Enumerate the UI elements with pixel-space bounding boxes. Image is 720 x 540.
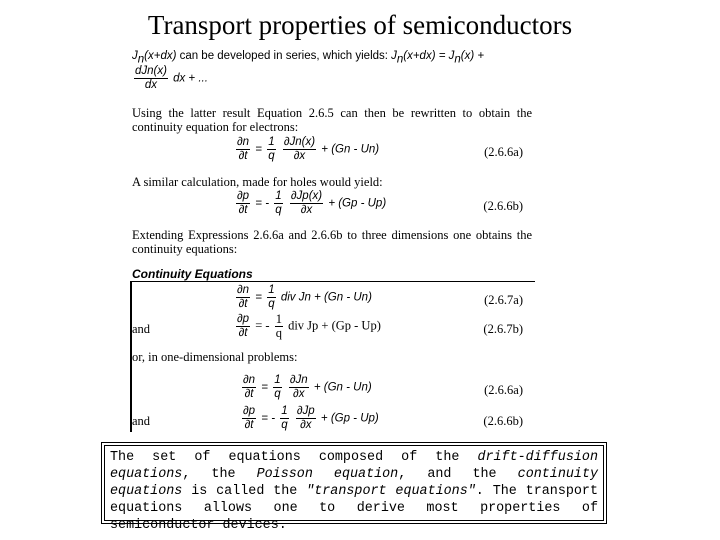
series-intro: $J_n(x+dx)$ can be developed in series, which yields: $J_n(x+dx) = J_n(x)$ + [132, 50, 485, 66]
equation-number: (2.6.6a) [484, 145, 523, 159]
top-rule [130, 281, 535, 282]
continuity-term: continuity equations [110, 467, 599, 499]
summary-box: The set of equations composed of the drift-diffusion equations, the Poisson equation, and the continuity equations is called the "transport equations". The transport equations allows one to derive most properties of semiconductor devices. [104, 445, 604, 521]
one-dimensional-label: or, in one-dimensional problems: [132, 350, 298, 364]
equation-2-6-6a-electrons: $\frac{\partial n}{\partial t}$ = $\frac{1}{q}$ $\frac{\partial Jn(x)}{\partial x}$ + (Gn - Un) (2.6.6a) [237, 136, 523, 162]
equation-number: (2.6.6b) [483, 199, 523, 213]
poisson-term: Poisson equation [256, 467, 399, 482]
equation-number: (2.6.6b) [483, 414, 523, 428]
equation-2-6-6b-1d: and $\frac{\partial p}{\partial t}$ = - $\frac{1}{q}$ $\frac{\partial Jp}{\partial x}$ + (Gp - Up) (2.6.6b) [132, 405, 523, 431]
and-label: and [132, 414, 151, 428]
transport-term: "transport equations" [306, 484, 476, 499]
equation-number: (2.6.6a) [484, 383, 523, 397]
paragraph-continuity-electrons: Using the latter result Equation 2.6.5 can then be rewritten to obtain the continuity equation for electrons: [132, 106, 532, 134]
paragraph-holes: A similar calculation, made for holes would yield: [132, 175, 383, 189]
slide-title: Transport properties of semiconductors [147, 10, 573, 40]
drift-diffusion-term: drift-diffusion equations [110, 450, 598, 482]
equation-2-6-7b: and $\frac{\partial p}{\partial t}$ = - $\frac{1}{q}$ div Jp + (Gp - Up) (2.6.7b) [132, 312, 523, 340]
series-intro-derivative: $\frac{\text{dJn(x)}}{dx}$ dx + ... [135, 65, 208, 91]
and-label: and [132, 322, 151, 336]
equation-2-6-6a-1d: $\frac{\partial n}{\partial t}$ = $\frac{1}{q}$ $\frac{\partial Jn}{\partial x}$ + (Gn - Un) (2.6.6a) [243, 374, 523, 400]
paragraph-three-dimensions: Extending Expressions 2.6.6a and 2.6.6b to three dimensions one obtains the continuity equations: [132, 228, 532, 256]
equation-number: (2.6.7a) [484, 293, 523, 307]
equation-number: (2.6.7b) [483, 322, 523, 336]
continuity-equations-heading: Continuity Equations [132, 267, 253, 281]
equation-2-6-6b-holes: $\frac{\partial p}{\partial t}$ = - $\frac{1}{q}$ $\frac{\partial Jp(x)}{\partial x}$ + (Gp - Up) (2.6.6b) [237, 190, 523, 216]
equation-2-6-7a: $\frac{\partial n}{\partial t}$ = $\frac{1}{q}$ div Jn + (Gn - Un) (2.6.7a) [237, 284, 523, 310]
